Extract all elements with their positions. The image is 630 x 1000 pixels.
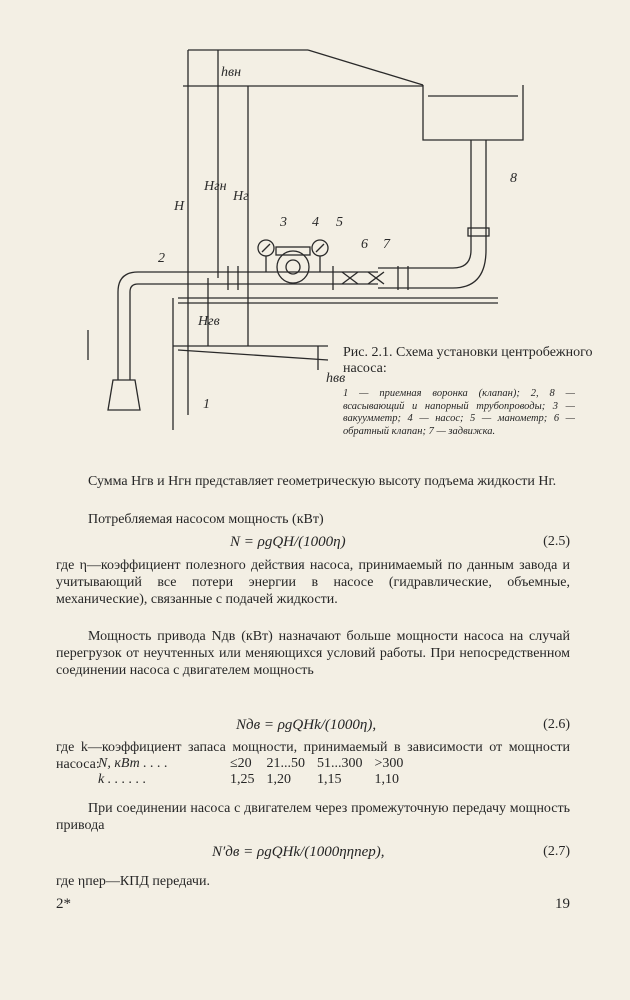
label-3: 3 [280, 215, 287, 230]
table-cell: 1,10 [374, 772, 399, 787]
pump-body [277, 251, 309, 283]
paragraph-efficiency: где η—коэффициент полезного действия насоса, принимаемый по данным завода и учитывающий все потери энергии в насосе (гидравлические, объемные, механические), связанные с подачей жидкости. [56, 558, 570, 607]
table-header-N: N, кВт . . . . [98, 756, 168, 771]
label-5: 5 [336, 215, 343, 230]
label-8: 8 [510, 171, 517, 186]
paragraph-reserve-coefficient: где k—коэффициент запаса мощности, принимаемый в зависимости от мощности насоса: [56, 740, 570, 772]
label-H-gv: Hгв [198, 314, 220, 329]
formula-2-5: N = ρgQH/(1000η) [230, 534, 346, 550]
reserve-coefficient-table [98, 756, 415, 788]
table-row [98, 772, 415, 788]
label-h-vn: hвн [221, 65, 242, 80]
table-cell: >300 [374, 756, 404, 771]
page-number: 19 [555, 896, 570, 912]
paragraph-power-intro: Потребляемая насосом мощность (кВт) [88, 512, 324, 527]
check-valve [342, 272, 358, 284]
table-cell: 1,20 [266, 772, 291, 787]
gate-valve [368, 272, 384, 284]
table-header-k: k . . . . . . [98, 772, 147, 787]
table-cell: 51...300 [317, 756, 363, 771]
label-2: 2 [158, 251, 165, 266]
signature-mark: 2* [56, 896, 71, 912]
pump-installation-diagram [78, 40, 578, 440]
label-H-gn: Hгн [204, 179, 227, 194]
figure-legend: 1 — приемная воронка (клапан); 2, 8 — всасывающий и напорный трубопроводы; 3 — вакуумметр; 4 — насос; 5 — манометр; 6 — обратный клапан; 7 — задвижка. [343, 388, 575, 437]
label-1: 1 [203, 397, 210, 412]
figure-caption: Рис. 2.1. Схема установки центробежного насоса: [343, 345, 593, 376]
equation-number-2-5: (2.5) [543, 534, 570, 549]
table-row [98, 756, 415, 772]
label-h-vv: hвв [326, 371, 346, 386]
equation-number-2-6: (2.6) [543, 717, 570, 732]
formula-2-6: Nдв = ρgQHk/(1000η), [236, 717, 377, 733]
label-H-g: Hг [233, 189, 249, 204]
intake-funnel [108, 380, 140, 410]
label-4: 4 [312, 215, 319, 230]
paragraph-transmission-efficiency: где ηпер—КПД передачи. [56, 874, 210, 889]
table-cell: 1,25 [230, 772, 255, 787]
paragraph-transmission: При соединении насоса с двигателем через промежуточную передачу мощность привода [56, 801, 570, 833]
formula-2-7: N′дв = ρgQHk/(1000ηηпер), [212, 844, 385, 860]
paragraph-drive-power: Мощность привода Nдв (кВт) назначают больше мощности насоса на случай перегрузок от неучтенных или меняющихся условий работы. При непосредственном соединении насоса с двигателем мощность [56, 629, 570, 678]
table-cell: ≤20 [230, 756, 252, 771]
table-cell: 1,15 [317, 772, 342, 787]
label-6: 6 [361, 237, 368, 252]
label-H: H [174, 199, 185, 214]
equation-number-2-7: (2.7) [543, 844, 570, 859]
label-7: 7 [383, 237, 390, 252]
tank [423, 85, 523, 140]
table-cell: 21...50 [266, 756, 305, 771]
paragraph-sum: Сумма Hгв и Hгн представляет геометрическую высоту подъема жидкости Hг. [88, 474, 557, 489]
